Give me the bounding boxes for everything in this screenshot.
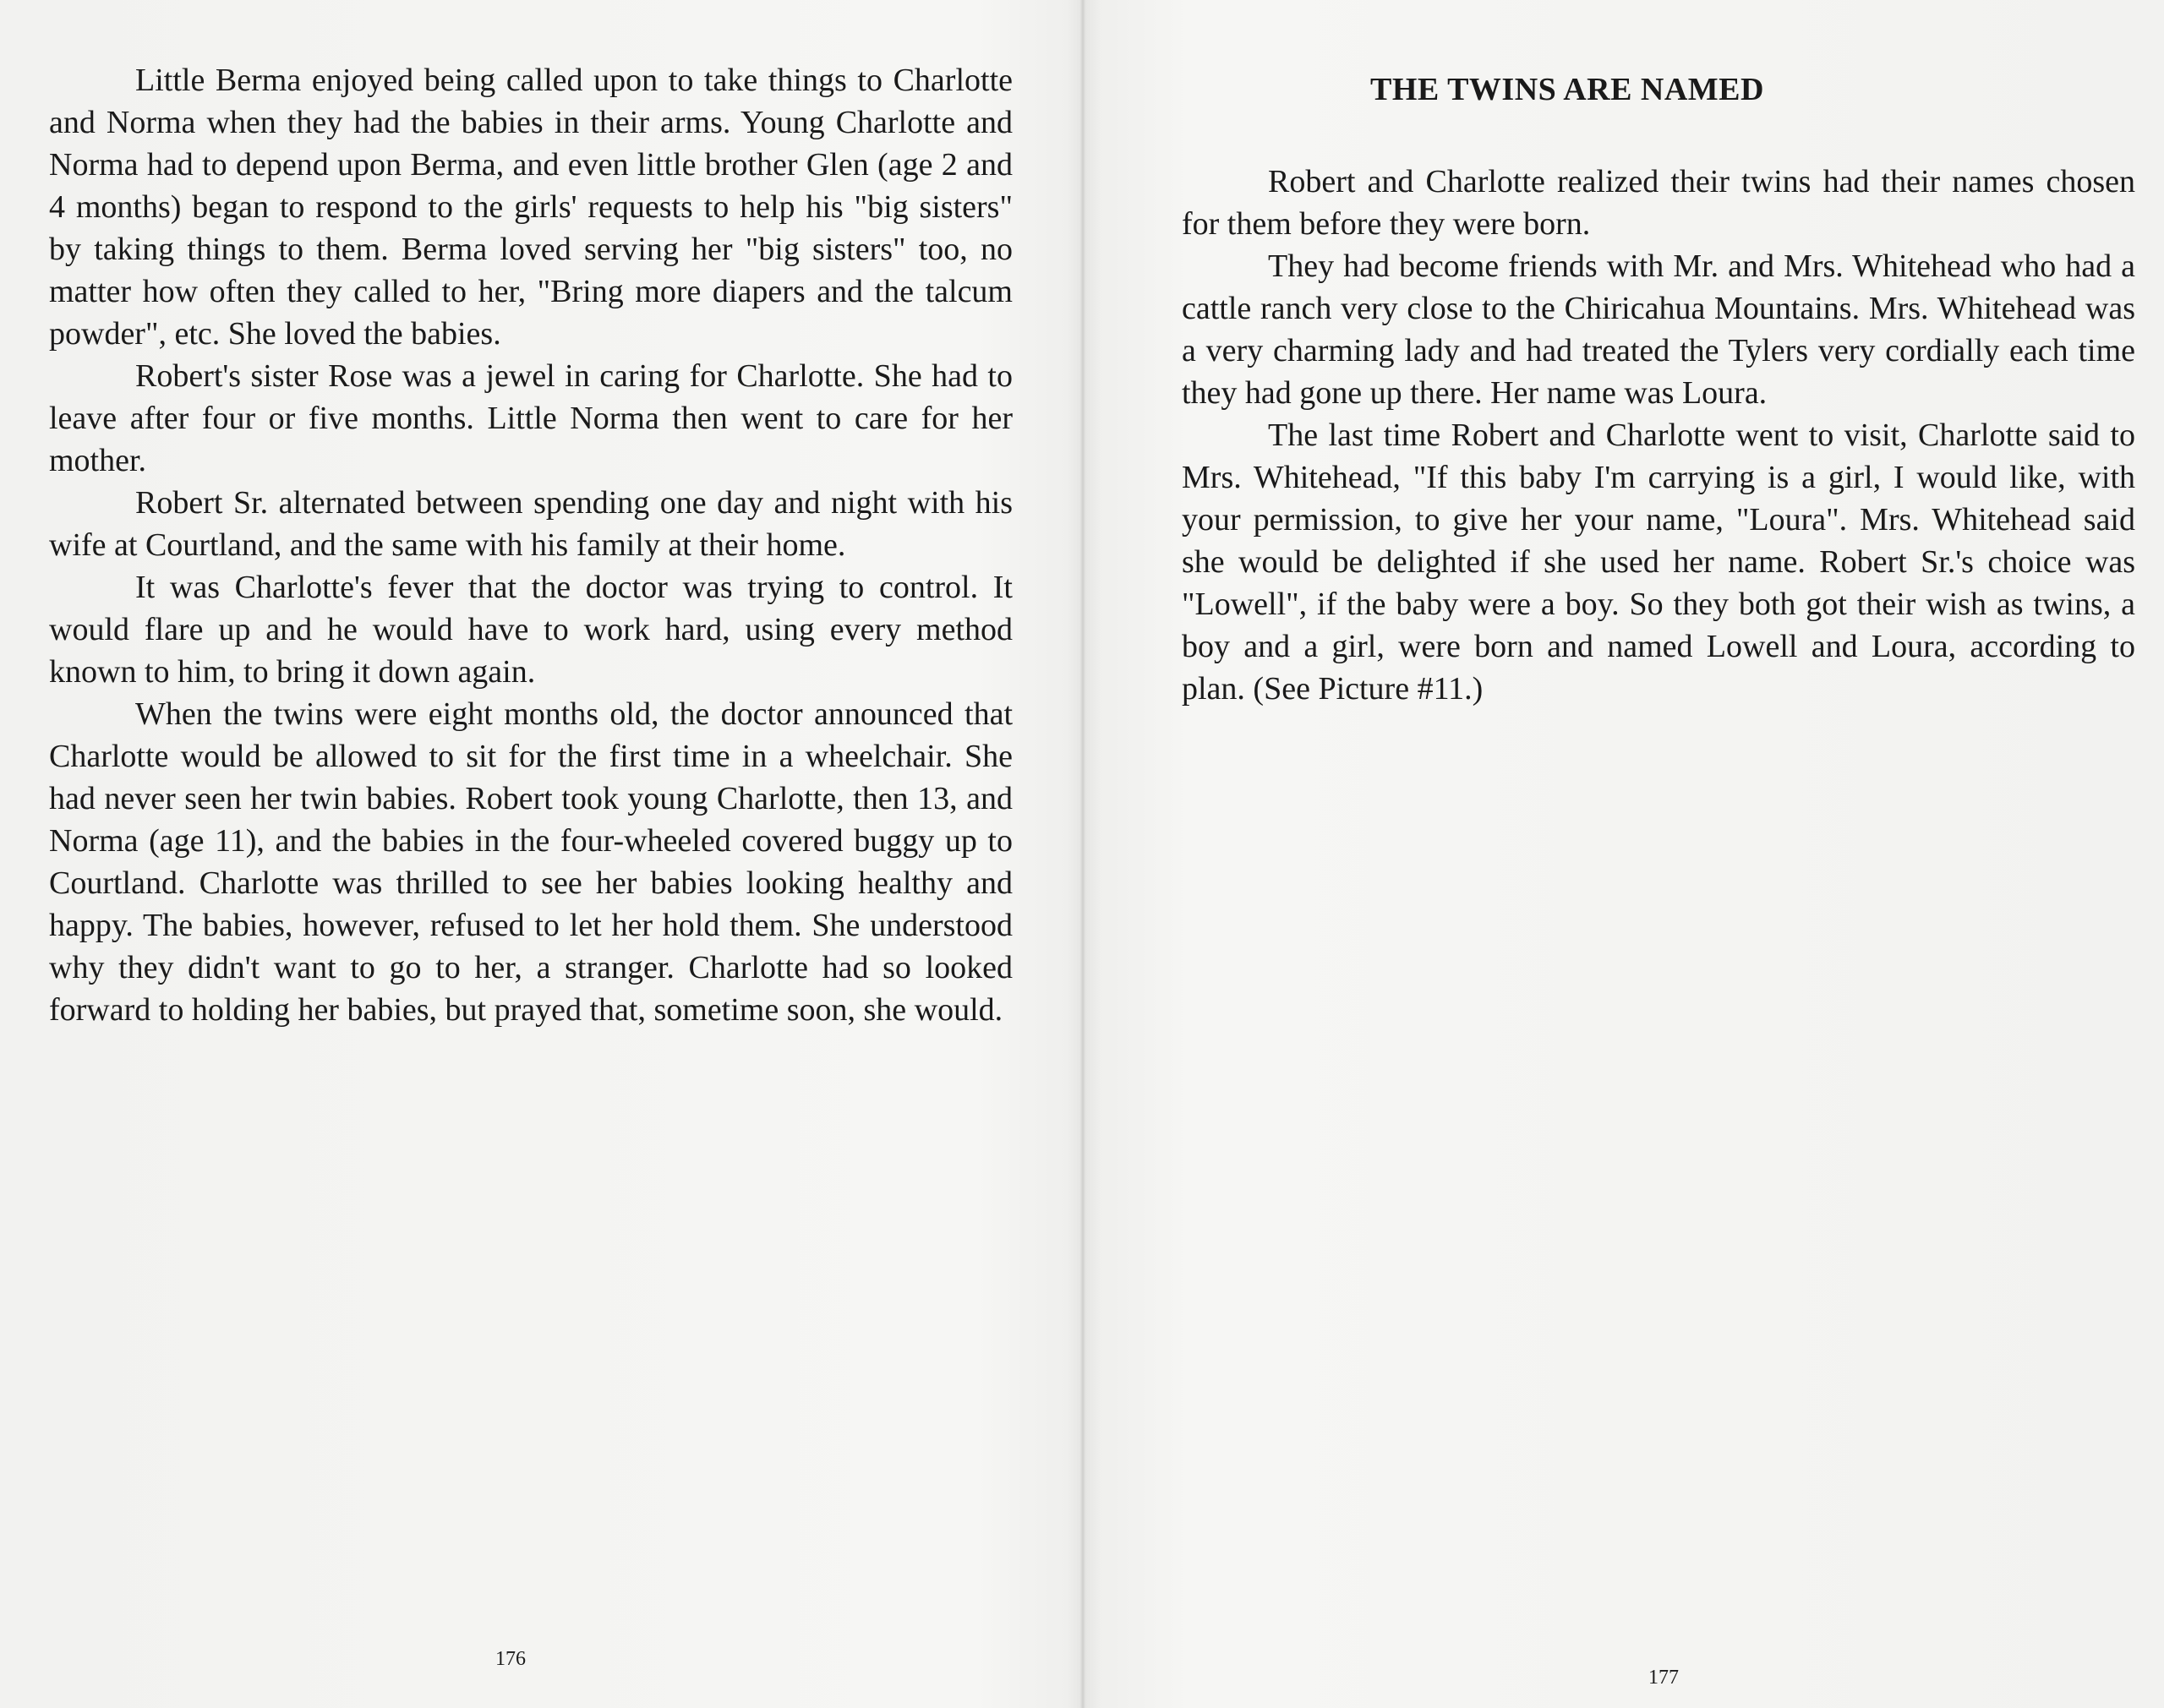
left-paragraph-5: When the twins were eight months old, the doctor announced that Charlotte would be allowed to sit for the first time in a wheelchair. She had never seen her twin babies. Robert took young Charlotte, then 13, and Norma (age 11), and the babies in the four-wheeled covered buggy up to Courtland. Charlotte was thrilled to see her babies looking healthy and happy. The babies, however, refused to let her hold them. She understood why they didn't want to go to her, a stranger. Charlotte had so looked forward to holding her babies, but prayed that, sometime soon, she would. <box>49 696 1013 1028</box>
right-page <box>1085 0 2164 1708</box>
left-paragraph-4: It was Charlotte's fever that the doctor was trying to control. It would flare up and he would have to work hard, using every method known to him, to bring it down again. <box>49 570 1013 690</box>
right-paragraph-2: They had become friends with Mr. and Mrs. Whitehead who had a cattle ranch very close to the Chiricahua Mountains. Mrs. Whitehead was a very charming lady and had treated the Tylers very cordially each time they had gone up there. Her name was Loura. <box>1182 248 2135 411</box>
left-paragraph-3: Robert Sr. alternated between spending one day and night with his wife at Courtland, and the same with his family at their home. <box>49 485 1013 563</box>
page-number-left: 176 <box>495 1648 526 1670</box>
right-paragraph-3: The last time Robert and Charlotte went to visit, Charlotte said to Mrs. Whitehead, "If this baby I'm carrying is a girl, I would like, with your permission, to give her your name, "Loura". Mrs. Whitehead said she would be delighted if she used her name. Robert Sr.'s choice was "Lowell", if the baby were a boy. So they both got their wish as twins, a boy and a girl, were born and named Lowell and Loura, according to plan. (See Picture #11.) <box>1182 417 2135 707</box>
left-paragraph-2: Robert's sister Rose was a jewel in caring for Charlotte. She had to leave after four or five months. Little Norma then went to care for her mother. <box>49 358 1013 478</box>
left-page-body <box>49 59 1013 1031</box>
left-paragraph-1: Little Berma enjoyed being called upon to take things to Charlotte and Norma when they had the babies in their arms. Young Charlotte and Norma had to depend upon Berma, and even little brother Glen (age 2 and 4 months) began to respond to the girls' requests to help his "big sisters" by taking things to them. Berma loved serving her "big sisters" too, no matter how often they called to her, "Bring more diapers and the talcum powder", etc. She loved the babies. <box>49 63 1013 352</box>
right-page-body <box>1182 161 2135 710</box>
right-paragraph-1: Robert and Charlotte realized their twins had their names chosen for them before they were born. <box>1182 164 2135 242</box>
chapter-heading: THE TWINS ARE NAMED <box>1370 72 1764 107</box>
page-number-right: 177 <box>1648 1667 1679 1689</box>
left-page <box>0 0 1080 1708</box>
